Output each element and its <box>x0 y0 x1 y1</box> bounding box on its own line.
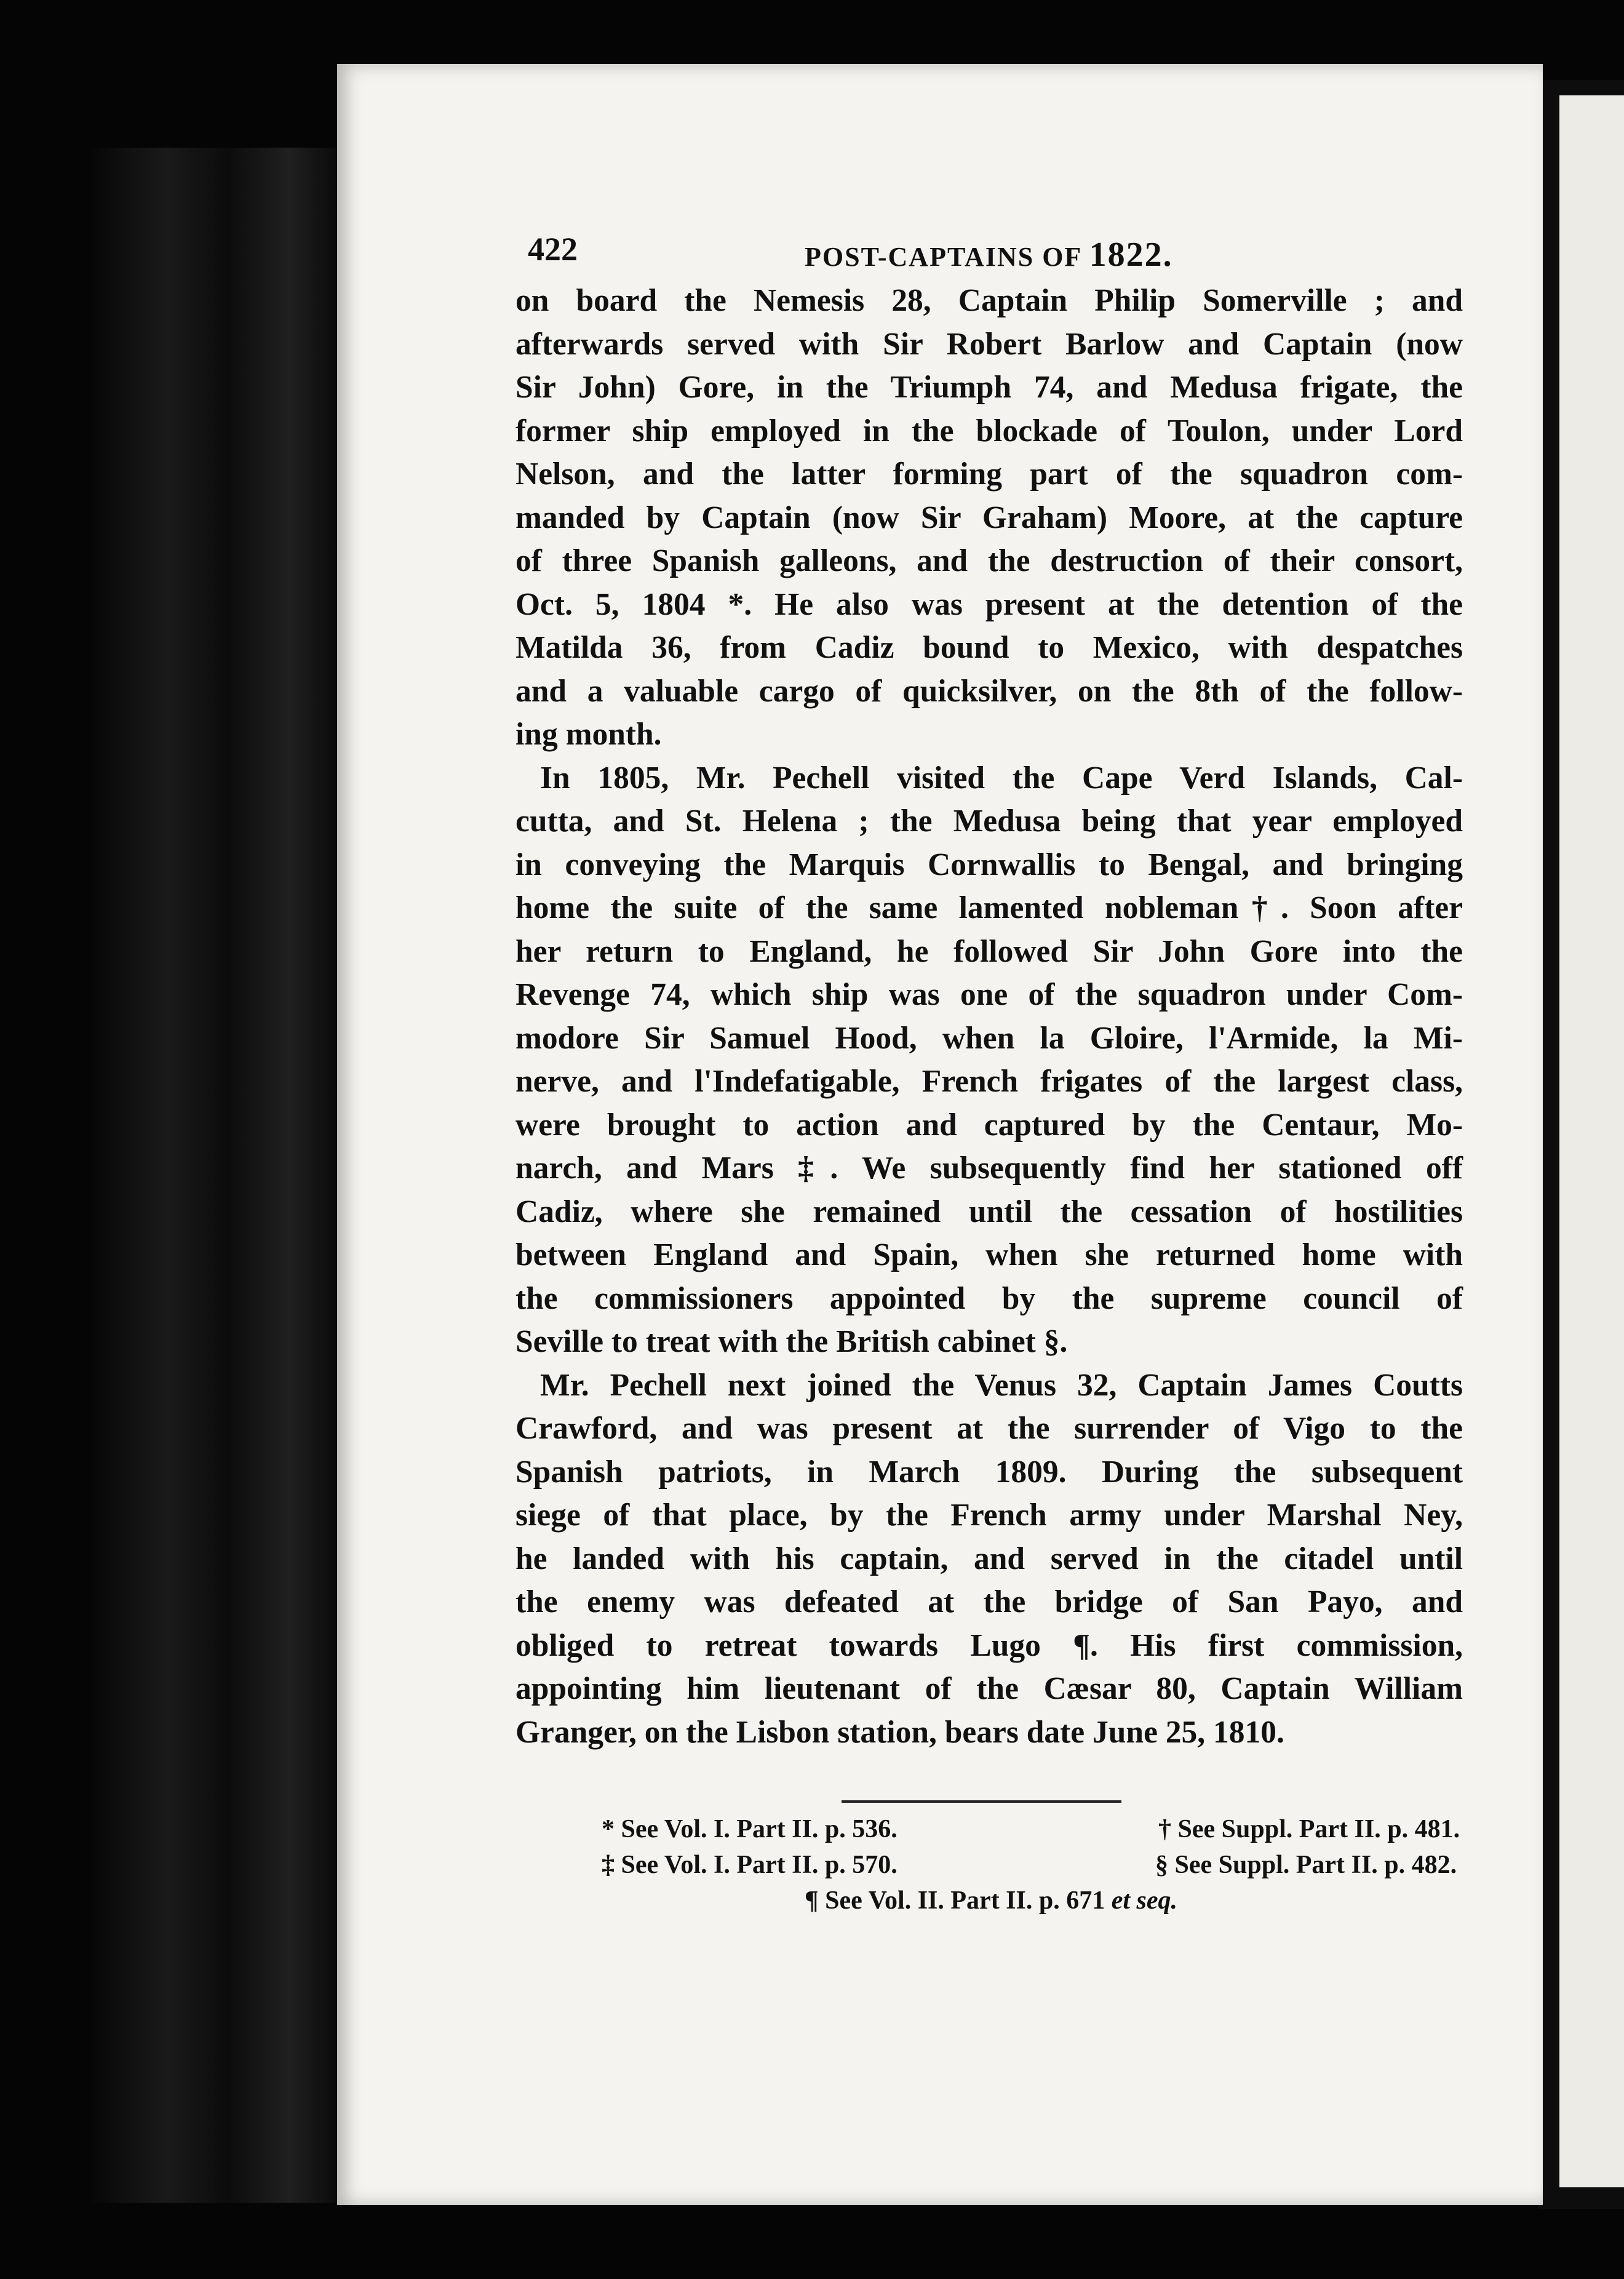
footnote-italic: et seq. <box>1111 1886 1178 1915</box>
body-line: home the suite of the same lamented nobleman†. Soon after <box>515 890 1463 925</box>
footnote-rule <box>842 1800 1121 1803</box>
facing-page-leaf <box>1559 95 1624 2187</box>
body-line: In 1805, Mr. Pechell visited the Cape Verd Islands, Cal- <box>540 760 1463 796</box>
body-line: appointing him lieutenant of the Cæsar 80, Captain William <box>515 1671 1463 1706</box>
footnote: † See Suppl. Part II. p. 481. <box>1158 1815 1460 1843</box>
body-line: Granger, on the Lisbon station, bears date June 25, 1810. <box>515 1714 1284 1750</box>
body-line: manded by Captain (now Sir Graham) Moore, at the capture <box>515 500 1463 535</box>
body-line: Spanish patriots, in March 1809. During the subsequent <box>515 1454 1463 1490</box>
footnote <box>805 1886 1177 1915</box>
page-number: 422 <box>528 231 578 268</box>
running-title <box>805 235 1173 274</box>
body-line: narch, and Mars ‡. We subsequently find her stationed off <box>515 1151 1463 1186</box>
body-line: Oct. 5, 1804 *. He also was present at the detention of the <box>515 586 1463 622</box>
body-line: Crawford, and was present at the surrender of Vigo to the <box>515 1411 1463 1446</box>
body-line: he landed with his captain, and served in the citadel until <box>515 1541 1463 1576</box>
book-page <box>337 64 1543 2205</box>
body-line: former ship employed in the blockade of Toulon, under Lord <box>515 413 1463 449</box>
body-line: cutta, and St. Helena ; the Medusa being that year employed <box>515 804 1463 839</box>
body-line: nerve, and l'Indefatigable, French frigates of the largest class, <box>515 1064 1463 1099</box>
body-line: obliged to retreat towards Lugo ¶. His first commission, <box>515 1627 1463 1663</box>
body-line: afterwards served with Sir Robert Barlow and Captain (now <box>515 326 1463 362</box>
book-spine <box>92 148 338 2203</box>
body-line: modore Sir Samuel Hood, when la Gloire, l'Armide, la Mi- <box>515 1020 1463 1056</box>
body-text <box>515 279 1463 1754</box>
running-title-text: POST-CAPTAINS OF <box>805 242 1081 272</box>
footnote-main: ¶ See Vol. II. Part II. p. 671 <box>805 1886 1112 1915</box>
footnote: * See Vol. I. Part II. p. 536. <box>602 1815 898 1843</box>
body-line: Revenge 74, which ship was one of the squadron under Com- <box>515 977 1463 1012</box>
body-line: Mr. Pechell next joined the Venus 32, Captain James Coutts <box>540 1367 1463 1403</box>
footnote: ‡ See Vol. I. Part II. p. 570. <box>602 1851 898 1879</box>
body-line: on board the Nemesis 28, Captain Philip Somerville ; and <box>515 283 1463 318</box>
running-title-year: 1822. <box>1089 236 1173 274</box>
body-line: the enemy was defeated at the bridge of San Payo, and <box>515 1584 1463 1619</box>
body-line: her return to England, he followed Sir John Gore into the <box>515 933 1463 969</box>
body-line: Cadiz, where she remained until the cessation of hostilities <box>515 1194 1463 1229</box>
body-line: the commissioners appointed by the supreme council of <box>515 1280 1463 1316</box>
body-line: Nelson, and the latter forming part of the squadron com- <box>515 457 1463 492</box>
body-line: siege of that place, by the French army under Marshal Ney, <box>515 1498 1463 1533</box>
body-line: and a valuable cargo of quicksilver, on the 8th of the follow- <box>515 673 1463 709</box>
body-line: ing month. <box>515 717 662 752</box>
body-line: in conveying the Marquis Cornwallis to Bengal, and bringing <box>515 847 1463 882</box>
footnote: § See Suppl. Part II. p. 482. <box>1155 1851 1457 1879</box>
body-line: Sir John) Gore, in the Triumph 74, and Medusa frigate, the <box>515 370 1463 405</box>
body-line: of three Spanish galleons, and the destruction of their consort, <box>515 543 1463 578</box>
body-line: Seville to treat with the British cabinet §. <box>515 1324 1068 1359</box>
body-line: Matilda 36, from Cadiz bound to Mexico, with despatches <box>515 630 1463 665</box>
body-line: between England and Spain, when she returned home with <box>515 1237 1463 1272</box>
body-line: were brought to action and captured by the Centaur, Mo- <box>515 1107 1463 1143</box>
